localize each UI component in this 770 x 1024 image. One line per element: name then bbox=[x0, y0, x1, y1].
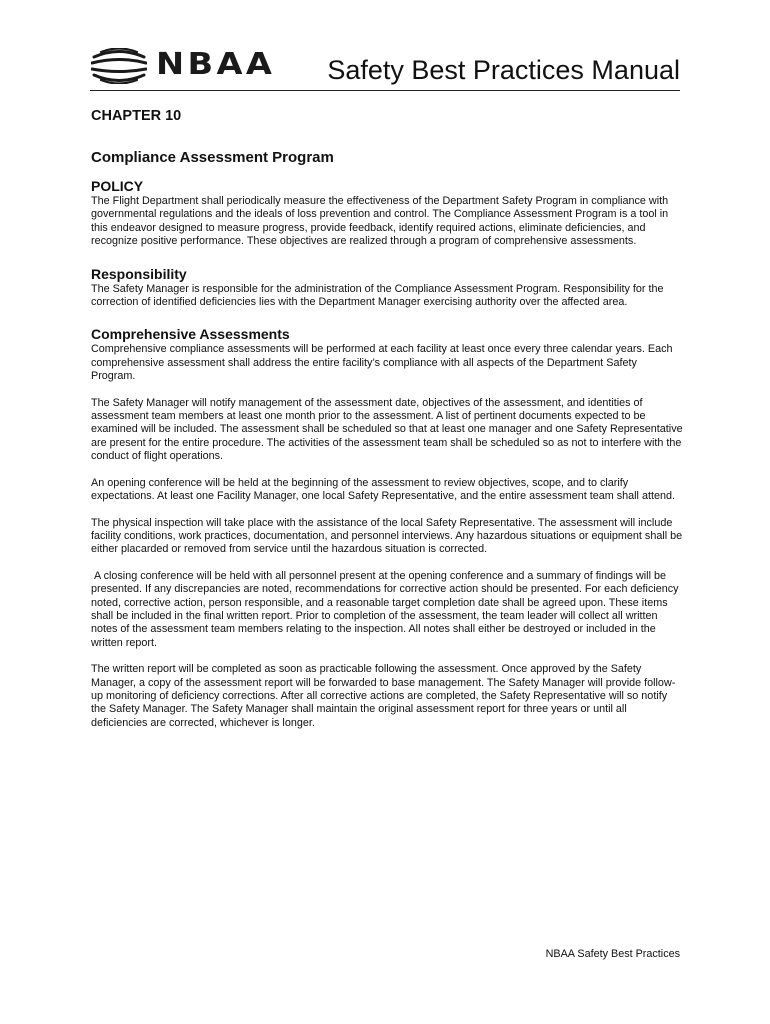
nbaa-logo-text: NBAA bbox=[156, 47, 276, 82]
assessments-paragraph-2: The Safety Manager will notify management of the assessment date, objectives of the assessment, and identities of assessment team members at least one month prior to the assessment. A list of pertinent documents expected to be examined will be included. The assessment shall be scheduled so that at least one manager and one Safety Representative are present for the entire procedure. The activities of the assessment team shall be scheduled so as not to interfere with the conduct of flight operations. bbox=[91, 396, 683, 463]
assessments-paragraph-4: The physical inspection will take place with the assistance of the local Safety Representative. The assessment will include facility conditions, work practices, documentation, and personnel interviews. Any hazardous situations or equipment shall be either placarded or removed from service until the hazardous situation is corrected. bbox=[91, 516, 683, 556]
section-heading-policy: POLICY bbox=[91, 178, 144, 194]
assessments-paragraph-5: A closing conference will be held with all personnel present at the opening conference and a summary of findings will be presented. If any discrepancies are noted, recommendations for corrective action should be presented. For each deficiency noted, corrective action, person responsible, and a reasonable target completion date shall be agreed upon. These items shall be included in the final written report. Prior to completion of the assessment, the team leader will collect all written notes of the assessment team members relating to the inspection. All notes shall either be destroyed or included in the written report. bbox=[91, 569, 682, 649]
section-heading-responsibility: Responsibility bbox=[91, 265, 187, 282]
page-header bbox=[90, 44, 680, 91]
document-body bbox=[91, 106, 683, 730]
policy-paragraph: The Flight Department shall periodically measure the effectiveness of the Department Safety Program in compliance with governmental regulations and the ideals of loss prevention and control. The Compliance Assessment Program is a tool in this endeavor designed to measure progress, provide feedback, identify required actions, eliminate deficiencies, and recognize positive performance. These objectives are realized through a program of comprehensive assessments. bbox=[91, 195, 669, 248]
globe-icon bbox=[91, 48, 147, 84]
assessments-paragraph-1: Comprehensive compliance assessments will be performed at each facility at least once every three calendar years. Each comprehensive assessment shall address the entire facility’s compliance with all aspects of the Department Safety Program. bbox=[91, 343, 673, 383]
chapter-title: Compliance Assessment Program bbox=[91, 149, 334, 166]
responsibility-paragraph: The Safety Manager is responsible for the administration of the Compliance Assessment Program. Responsibility for the correction of identified deficiencies lies with the Department Manager exercising authority over the affected area. bbox=[91, 282, 664, 309]
assessments-paragraph-6: The written report will be completed as soon as practicable following the assessment. Once approved by the Safety Manager, a copy of the assessment report will be forwarded to base management. The Safety Manager will provide follow-up monitoring of deficiency corrections. After all corrective actions are completed, the Safety Representative will so notify the Safety Manager. The Safety Manager shall maintain the original assessment report for three years or until all deficiencies are corrected, whichever is longer. bbox=[91, 663, 676, 729]
section-heading-comprehensive-assessments: Comprehensive Assessments bbox=[91, 326, 290, 343]
manual-title: Safety Best Practices Manual bbox=[327, 55, 680, 85]
chapter-label: CHAPTER 10 bbox=[91, 108, 182, 124]
assessments-paragraph-3: An opening conference will be held at the beginning of the assessment to review objectives, scope, and to clarify expectations. At least one Facility Manager, one local Safety Representative, and the entire assessment team shall attend. bbox=[91, 476, 675, 503]
page-footer: NBAA Safety Best Practices bbox=[545, 948, 680, 960]
